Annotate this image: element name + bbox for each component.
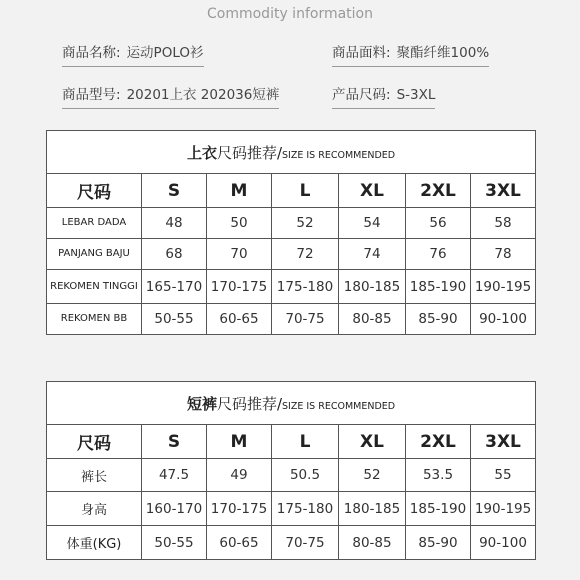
header-cell: 2XL: [406, 425, 471, 459]
top-table-title-bold: 上衣: [186, 143, 217, 162]
data-cell: 90-100: [471, 304, 536, 335]
row-label: 裤长: [47, 459, 142, 492]
table-row: [47, 526, 536, 560]
row-label: LEBAR DADA: [47, 208, 142, 239]
size-range-field: [332, 82, 435, 109]
page-title: Commodity information: [207, 6, 373, 22]
product-name-label: 商品名称:: [62, 45, 121, 61]
shorts-table-header-row: [47, 425, 536, 459]
top-table-title-normal: 尺码推荐/: [216, 143, 283, 162]
material-field: [332, 40, 489, 67]
header-cell: 尺码: [47, 425, 142, 459]
table-row: [47, 270, 536, 304]
header-cell: 3XL: [471, 425, 536, 459]
header-cell: S: [142, 425, 207, 459]
data-cell: 190-195: [471, 270, 536, 304]
table-row: [47, 239, 536, 270]
size-range-value: S-3XL: [396, 87, 436, 103]
header-cell: XL: [339, 425, 406, 459]
header-cell: XL: [339, 174, 406, 208]
data-cell: 70-75: [272, 526, 339, 560]
data-cell: 190-195: [471, 492, 536, 526]
data-cell: 175-180: [272, 492, 339, 526]
row-label: 身高: [47, 492, 142, 526]
material-label: 商品面料:: [332, 45, 391, 61]
top-table-title: [47, 131, 536, 174]
header-cell: 尺码: [47, 174, 142, 208]
data-cell: 185-190: [406, 270, 471, 304]
data-cell: 180-185: [339, 492, 406, 526]
data-cell: 47.5: [142, 459, 207, 492]
data-cell: 90-100: [471, 526, 536, 560]
data-cell: 48: [142, 208, 207, 239]
data-cell: 74: [339, 239, 406, 270]
data-cell: 76: [406, 239, 471, 270]
data-cell: 165-170: [142, 270, 207, 304]
data-cell: 72: [272, 239, 339, 270]
model-field: [62, 82, 279, 109]
top-size-table: [46, 130, 536, 335]
data-cell: 58: [471, 208, 536, 239]
data-cell: 55: [471, 459, 536, 492]
data-cell: 80-85: [339, 526, 406, 560]
data-cell: 78: [471, 239, 536, 270]
data-cell: 68: [142, 239, 207, 270]
row-label: REKOMEN TINGGI: [47, 270, 142, 304]
table-row: [47, 208, 536, 239]
data-cell: 85-90: [406, 526, 471, 560]
header-cell: S: [142, 174, 207, 208]
shorts-table-title-bold: 短裤: [186, 394, 217, 413]
product-name-value: 运动POLO衫: [126, 45, 204, 61]
data-cell: 170-175: [207, 270, 272, 304]
material-value: 聚酯纤维100%: [396, 45, 490, 61]
data-cell: 52: [339, 459, 406, 492]
shorts-table-title: [47, 382, 536, 425]
data-cell: 70-75: [272, 304, 339, 335]
table-row: [47, 459, 536, 492]
data-cell: 70: [207, 239, 272, 270]
header-cell: L: [272, 425, 339, 459]
row-label: 体重(KG): [47, 526, 142, 560]
data-cell: 85-90: [406, 304, 471, 335]
data-cell: 56: [406, 208, 471, 239]
data-cell: 80-85: [339, 304, 406, 335]
top-table-header-row: [47, 174, 536, 208]
header-cell: M: [207, 174, 272, 208]
data-cell: 180-185: [339, 270, 406, 304]
table-row: [47, 304, 536, 335]
data-cell: 49: [207, 459, 272, 492]
size-range-label: 产品尺码:: [332, 87, 391, 103]
header-cell: 2XL: [406, 174, 471, 208]
top-table-title-small: SIZE IS RECOMMENDED: [282, 149, 396, 161]
header-cell: M: [207, 425, 272, 459]
shorts-size-table: [46, 381, 536, 560]
data-cell: 170-175: [207, 492, 272, 526]
header-cell: 3XL: [471, 174, 536, 208]
data-cell: 50-55: [142, 526, 207, 560]
info-row-1: [62, 40, 532, 70]
data-cell: 53.5: [406, 459, 471, 492]
row-label: PANJANG BAJU: [47, 239, 142, 270]
data-cell: 185-190: [406, 492, 471, 526]
shorts-table-title-normal: 尺码推荐/: [216, 394, 283, 413]
data-cell: 60-65: [207, 526, 272, 560]
product-name-field: [62, 40, 204, 67]
data-cell: 52: [272, 208, 339, 239]
data-cell: 60-65: [207, 304, 272, 335]
row-label: REKOMEN BB: [47, 304, 142, 335]
data-cell: 50.5: [272, 459, 339, 492]
data-cell: 175-180: [272, 270, 339, 304]
data-cell: 50-55: [142, 304, 207, 335]
shorts-table-title-small: SIZE IS RECOMMENDED: [282, 400, 396, 412]
info-row-2: [62, 82, 532, 112]
model-label: 商品型号:: [62, 87, 121, 103]
data-cell: 54: [339, 208, 406, 239]
table-row: [47, 492, 536, 526]
data-cell: 160-170: [142, 492, 207, 526]
data-cell: 50: [207, 208, 272, 239]
header-cell: L: [272, 174, 339, 208]
model-value: 20201上衣 202036短裤: [126, 87, 280, 103]
